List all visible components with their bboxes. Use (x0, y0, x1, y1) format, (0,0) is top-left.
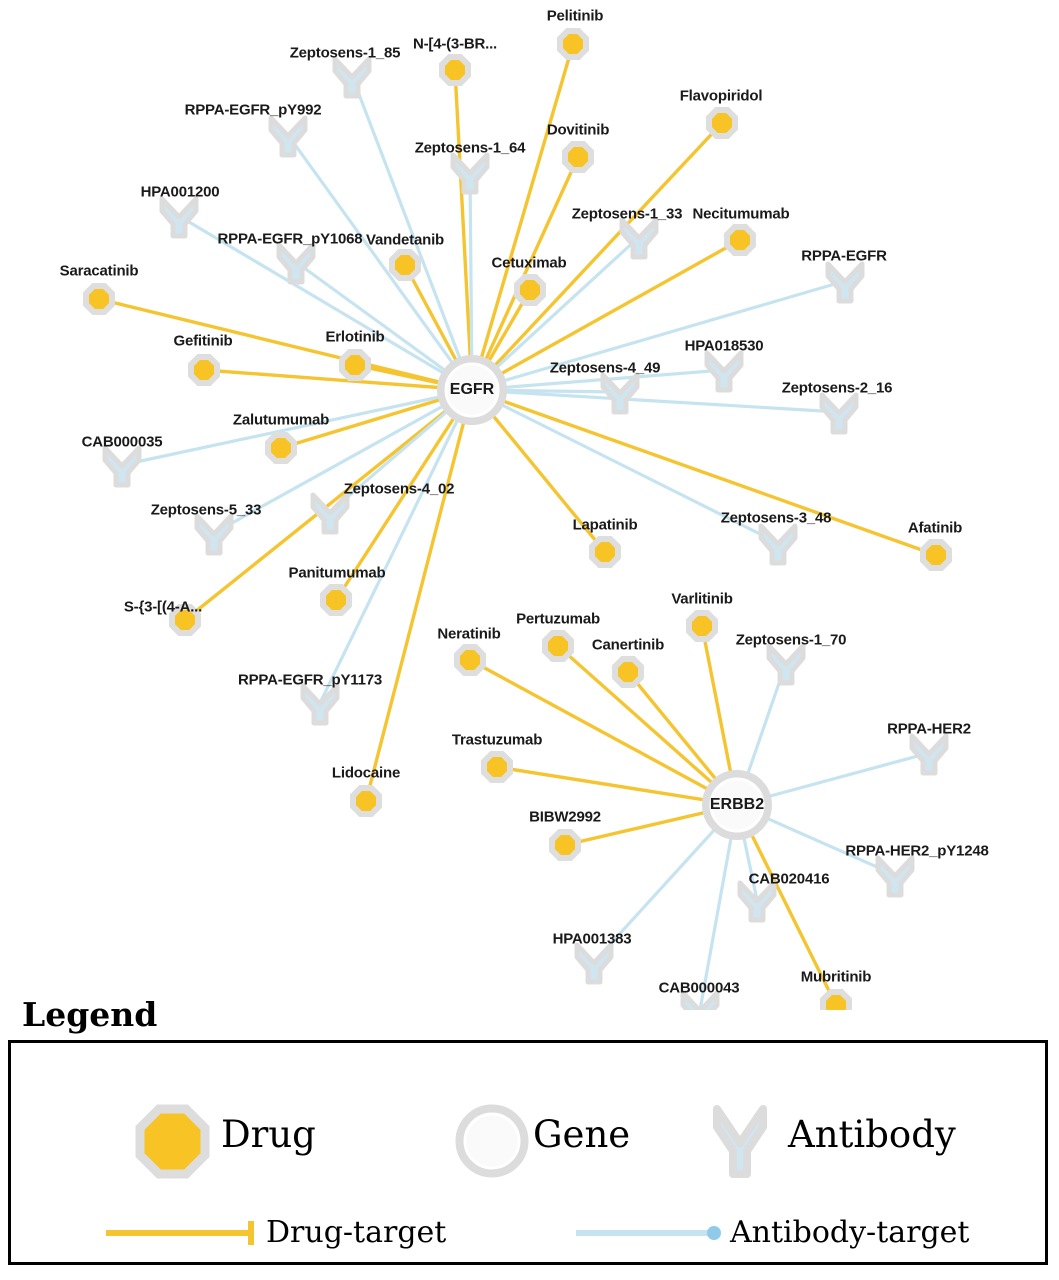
antibody-node-label: CAB000035 (81, 433, 163, 451)
antibody-node-label: RPPA-EGFR (801, 247, 887, 265)
antibody-node[interactable] (822, 395, 856, 432)
drug-node-label: Pertuzumab (516, 610, 600, 628)
antibody-node[interactable] (761, 526, 795, 563)
drug-node[interactable] (457, 647, 483, 673)
drug-node-label: Pelitinib (546, 7, 604, 25)
drug-node-label: Zalutumumab (232, 411, 330, 429)
drug-node[interactable] (342, 352, 368, 378)
drug-node-label: Lapatinib (572, 516, 638, 534)
antibody-node[interactable] (769, 646, 803, 683)
drug-node-label: Dovitinib (546, 121, 610, 139)
drug-node-label: BIBW2992 (529, 808, 601, 826)
drug-node[interactable] (545, 633, 571, 659)
drug-node-label: Flavopiridol (679, 87, 763, 105)
drug-node-label: Cetuximab (491, 254, 567, 272)
antibody-node-label: Zeptosens-1_33 (571, 205, 683, 223)
antibody-node-label: RPPA-HER2 (887, 720, 971, 738)
drug-node-label: Trastuzumab (451, 731, 543, 749)
edge-antibody-target (320, 390, 472, 703)
antibody-node-label: Zeptosens-4_49 (549, 359, 661, 377)
antibody-node[interactable] (335, 59, 369, 96)
drug-node[interactable] (323, 587, 349, 613)
legend-box (8, 1040, 1048, 1265)
antibody-node[interactable] (603, 375, 637, 412)
antibody-node-label: CAB000043 (658, 979, 740, 997)
antibody-node-label: HPA001383 (552, 930, 632, 948)
drug-node-label: Lidocaine (331, 764, 401, 782)
antibody-node-label: Zeptosens-3_48 (720, 509, 832, 527)
antibody-node[interactable] (577, 945, 611, 982)
antibody-node-label: Zeptosens-5_33 (150, 501, 262, 519)
drug-node-label: Saracatinib (59, 262, 139, 280)
drug-node[interactable] (727, 227, 753, 253)
drug-node[interactable] (615, 659, 641, 685)
drug-node-label: N-[4-(3-BR... (412, 35, 498, 53)
antibody-node-label: RPPA-EGFR_pY1173 (237, 671, 383, 689)
drug-node-label: Necitumumab (692, 205, 790, 223)
drug-node-label: Panitumumab (288, 564, 386, 582)
drug-node[interactable] (392, 252, 418, 278)
legend-label-gene: Gene (533, 1113, 631, 1156)
drug-node[interactable] (86, 286, 112, 312)
antibody-node[interactable] (197, 516, 231, 553)
drug-node[interactable] (823, 992, 849, 1010)
legend-label-drug: Drug (221, 1113, 316, 1156)
antibody-node[interactable] (162, 199, 196, 236)
antibody-node-label: RPPA-HER2_pY1248 (845, 842, 989, 860)
drug-node-label: Afatinib (907, 519, 963, 537)
drug-node-label: Mubritinib (800, 968, 872, 986)
drug-node-label: S-{3-[(4-A... (123, 598, 203, 616)
antibody-node-label: Zeptosens-4_02 (343, 480, 455, 498)
antibody-node[interactable] (878, 858, 912, 895)
antibody-node[interactable] (313, 495, 347, 532)
legend-gene-icon (460, 1109, 524, 1173)
antibody-node[interactable] (279, 245, 313, 282)
drug-node[interactable] (191, 357, 217, 383)
antibody-node[interactable] (622, 220, 656, 257)
legend-antibody-icon (717, 1109, 763, 1174)
antibody-node-label: Zeptosens-1_64 (414, 139, 526, 157)
edge-drug-target (472, 157, 578, 390)
drug-node-label: Varlitinib (671, 590, 733, 608)
antibody-node[interactable] (740, 883, 774, 920)
drug-node-label: Canertinib (591, 636, 665, 654)
antibody-node[interactable] (912, 736, 946, 773)
antibody-node[interactable] (707, 353, 741, 390)
drug-node-label: Neratinib (437, 625, 501, 643)
drug-node[interactable] (709, 110, 735, 136)
drug-node[interactable] (484, 754, 510, 780)
drug-node[interactable] (552, 832, 578, 858)
antibody-node[interactable] (303, 686, 337, 723)
antibody-node[interactable] (453, 155, 487, 192)
legend-label-antibody: Antibody (788, 1113, 956, 1156)
drug-node[interactable] (923, 542, 949, 568)
drug-node[interactable] (442, 57, 468, 83)
gene-node-label: EGFR (449, 381, 495, 398)
antibody-node-label: CAB020416 (748, 870, 830, 888)
drug-node-label: Gefitinib (173, 332, 233, 350)
legend-label-antibody-target: Antibody-target (730, 1215, 970, 1250)
antibody-node-label: RPPA-EGFR_pY992 (184, 101, 322, 119)
legend-antibody-edge (576, 1226, 721, 1240)
antibody-node-label: Zeptosens-1_85 (289, 44, 401, 62)
antibody-node-label: Zeptosens-1_70 (735, 631, 847, 649)
antibody-node[interactable] (105, 448, 139, 485)
drug-node-label: Vandetanib (365, 231, 445, 249)
gene-node-label: ERBB2 (709, 796, 765, 813)
antibody-node-label: Zeptosens-2_16 (781, 379, 893, 397)
drug-node[interactable] (592, 539, 618, 565)
drug-node[interactable] (353, 788, 379, 814)
antibody-node-label: HPA001200 (140, 183, 220, 201)
drug-node[interactable] (268, 435, 294, 461)
drug-node[interactable] (560, 31, 586, 57)
legend-drug-edge (106, 1221, 251, 1245)
drug-node-label: Erlotinib (325, 328, 385, 346)
drug-node[interactable] (689, 613, 715, 639)
antibody-node-label: HPA018530 (684, 337, 764, 355)
legend-drug-icon (140, 1109, 205, 1174)
antibody-node[interactable] (828, 264, 862, 301)
antibody-node-label: RPPA-EGFR_pY1068 (217, 230, 363, 248)
drug-node[interactable] (565, 144, 591, 170)
drug-node[interactable] (517, 277, 543, 303)
legend-title: Legend (22, 995, 158, 1034)
legend-label-drug-target: Drug-target (266, 1215, 447, 1250)
